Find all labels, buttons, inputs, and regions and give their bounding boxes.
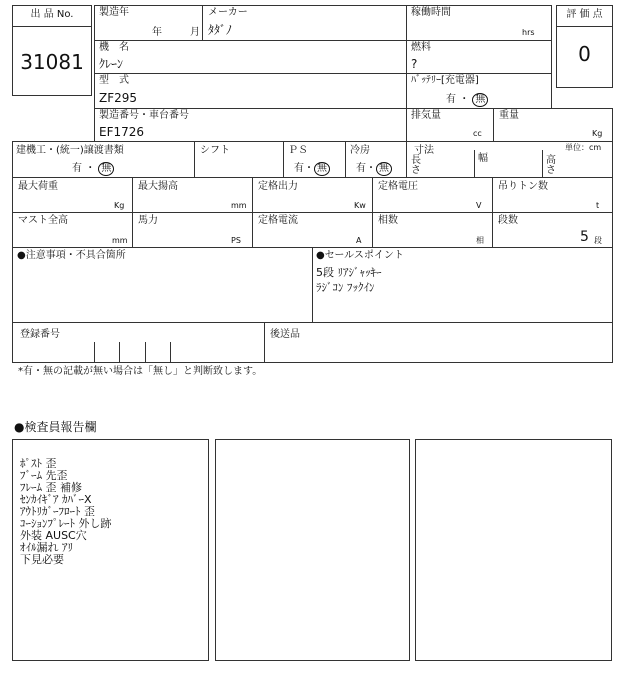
cooling-no-circled: 無	[376, 162, 392, 176]
stages-value: 5	[580, 229, 589, 245]
lot-no-value: 31081	[20, 50, 84, 74]
lift-ton-unit: t	[596, 201, 600, 210]
phase-unit: 相	[476, 236, 484, 245]
rated-current-unit: A	[356, 236, 362, 245]
inspector-note-3: ﾌﾚｰﾑ 歪 補修	[20, 481, 82, 494]
displacement-label: 排気量	[411, 110, 441, 121]
ps-choice	[294, 162, 330, 176]
sales-point-1: 5段 ﾘｱｼﾞｬｯｷｰ	[316, 266, 382, 279]
inspector-box-2	[215, 439, 410, 661]
fuel-value: ?	[411, 57, 418, 71]
sales-points-label: ●セールスポイント	[316, 250, 404, 261]
dims-divider-2	[542, 150, 543, 178]
type-label: 型 式	[99, 75, 129, 86]
rated-output-label: 定格出力	[258, 181, 298, 192]
inspector-notes	[20, 446, 112, 578]
year-label: 製造年	[99, 7, 129, 18]
cooling-choice	[356, 162, 392, 176]
battery-dot: ・	[459, 94, 470, 105]
inspector-note-6: ｺｰｼｮﾝﾌﾟﾚｰﾄ 外し跡	[20, 517, 112, 530]
year-unit-tsuki: 月	[190, 27, 200, 38]
ps-yes: 有	[294, 163, 304, 174]
sales-point-2: ﾗｼﾞｺﾝ ﾌｯｸｲﾝ	[316, 281, 375, 294]
battery-label: ﾊﾞｯﾃﾘｰ[充電器]	[411, 75, 479, 86]
transfer-dot: ・	[85, 163, 96, 174]
ps-no-circled: 無	[314, 162, 330, 176]
weight-unit: Kg	[592, 129, 603, 138]
type-value: ZF295	[99, 91, 138, 105]
inspector-note-5: ｱｳﾄﾘｶﾞｰﾌﾛｰﾄ 歪	[20, 505, 95, 518]
delivery-cell	[264, 322, 613, 363]
inspector-note-2: ﾌﾞｰﾑ 先歪	[20, 469, 68, 482]
type-cell	[94, 73, 407, 109]
year-unit-nen: 年	[152, 27, 162, 38]
registration-slot-4	[170, 342, 196, 363]
maker-label: メーカー	[208, 7, 248, 18]
dims-height-label: 高 さ	[546, 155, 556, 176]
rated-voltage-unit: V	[476, 201, 482, 210]
horsepower-label: 馬力	[138, 215, 158, 226]
battery-no-circled: 無	[472, 93, 488, 107]
serial-value: EF1726	[99, 125, 145, 139]
weight-label: 重量	[499, 110, 519, 121]
score-label: 評 価 点	[566, 9, 603, 20]
cooling-label: 冷房	[350, 145, 370, 156]
stages-label: 段数	[498, 215, 518, 226]
maker-value: ﾀﾀﾞﾉ	[208, 23, 233, 37]
inspector-note-1: ﾎﾟｽﾄ 歪	[20, 457, 57, 470]
registration-slot-3	[145, 342, 170, 363]
transfer-yes: 有	[72, 163, 82, 174]
transfer-docs-choice	[72, 162, 114, 176]
hours-unit: hrs	[522, 28, 535, 37]
model-name-value: ｸﾚｰﾝ	[99, 57, 124, 71]
cautions-label: ●注意事項・不具合箇所	[17, 250, 126, 261]
inspector-box-3	[415, 439, 612, 661]
registration-label: 登録番号	[20, 329, 60, 340]
max-lift-label: 最大揚高	[138, 181, 178, 192]
shift-label: シフト	[200, 145, 230, 156]
footnote: *有・無の記載が無い場合は「無し」と判断致します。	[18, 366, 263, 377]
dims-divider-1	[474, 150, 475, 178]
score-value: 0	[578, 42, 591, 66]
mast-height-unit: mm	[112, 236, 128, 245]
ps-label: ＰＳ	[288, 145, 308, 156]
mast-height-label: マスト全高	[18, 215, 68, 226]
displacement-unit: cc	[473, 129, 482, 138]
max-lift-unit: mm	[231, 201, 247, 210]
model-name-cell	[94, 40, 407, 74]
registration-slot-2	[119, 342, 145, 363]
fuel-label: 燃料	[411, 42, 431, 53]
cooling-dot: ・	[366, 163, 376, 174]
delivery-label: 後送品	[270, 329, 300, 340]
cooling-yes: 有	[356, 163, 366, 174]
lot-no-label: 出 品 No.	[30, 9, 74, 20]
rated-current-label: 定格電流	[258, 215, 298, 226]
hours-label: 稼働時間	[411, 7, 451, 18]
dims-width-label: 幅	[478, 153, 488, 164]
stages-unit: 段	[594, 236, 602, 245]
lift-ton-label: 吊りトン数	[498, 181, 548, 192]
rated-output-unit: Kw	[354, 201, 366, 210]
dims-unit-label: 単位：cm	[565, 143, 602, 152]
inspector-note-9: 下見必要	[20, 553, 64, 566]
inspector-title: ●検査員報告欄	[14, 420, 97, 434]
serial-label: 製造番号・車台番号	[99, 110, 189, 121]
model-name-label: 機 名	[99, 42, 129, 53]
inspector-note-4: ｾﾝｶｲｷﾞｱ ｶﾊﾞｰX	[20, 493, 92, 506]
max-load-label: 最大荷重	[18, 181, 58, 192]
phase-label: 相数	[378, 215, 398, 226]
battery-yes: 有	[446, 94, 456, 105]
dims-label: 寸法	[414, 145, 434, 156]
transfer-docs-label: 建機工・(統一)譲渡書類	[16, 145, 124, 156]
rated-voltage-label: 定格電圧	[378, 181, 418, 192]
inspector-note-8: ｵｲﾙ漏れ ｱﾘ	[20, 541, 73, 554]
transfer-no-circled: 無	[98, 162, 114, 176]
horsepower-unit: PS	[231, 236, 241, 245]
dims-length-label: 長 さ	[411, 155, 421, 176]
inspector-note-7: 外装 AUSC穴	[20, 529, 87, 542]
ps-dot: ・	[304, 163, 314, 174]
max-load-unit: Kg	[114, 201, 125, 210]
battery-choice	[446, 93, 488, 107]
registration-slot-1	[94, 342, 119, 363]
